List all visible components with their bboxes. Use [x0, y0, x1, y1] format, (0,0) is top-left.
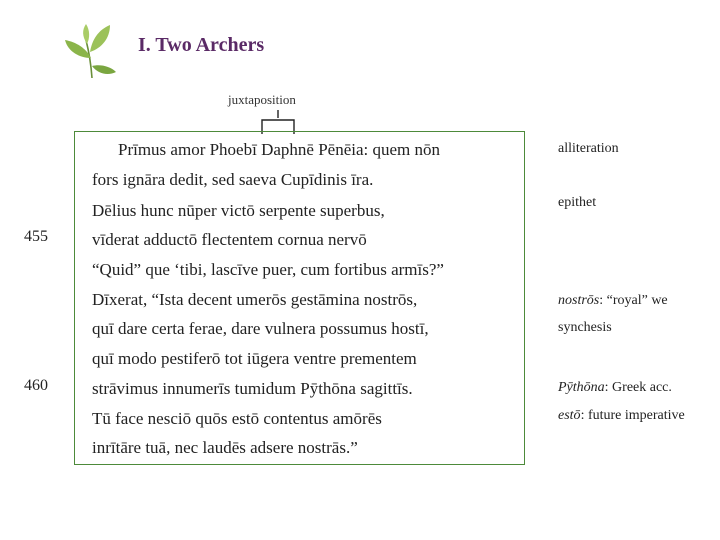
- note-synchesis: synchesis: [558, 320, 612, 335]
- note-nostros: [558, 293, 668, 309]
- note-python-gloss: : Greek acc.: [604, 380, 672, 395]
- line-number-460: 460: [24, 377, 48, 394]
- note-epithet: epithet: [558, 195, 597, 210]
- note-python: [558, 380, 672, 396]
- note-nostros-term: nostrōs: [558, 293, 600, 308]
- line-number-455: 455: [24, 228, 48, 245]
- poem-line-7: quī dare certa ferae, dare vulnera possumus hostī,: [92, 319, 429, 338]
- note-esto-gloss: : future imperative: [580, 408, 685, 423]
- poem-line-3: Dēlius hunc nūper victō serpente superbus,: [92, 201, 385, 220]
- note-esto-term: estō: [558, 408, 581, 423]
- leaf-sprig-icon: [62, 22, 120, 80]
- poem-line-9: strāvimus innumerīs tumidum Pӯthōna sagittīs.: [92, 379, 413, 398]
- poem-line-2: fors ignāra dedit, sed saeva Cupīdinis īra.: [92, 170, 374, 189]
- note-esto: [558, 408, 685, 424]
- poem-line-1: Prīmus amor Phoebī Daphnē Pēnēia: quem nōn: [118, 140, 441, 159]
- annotation-juxtaposition: juxtaposition: [228, 92, 296, 107]
- poem-line-4: vīderat adductō flectentem cornua nervō: [92, 230, 367, 249]
- note-python-term: Pӯthōna: [558, 380, 605, 395]
- poem-line-8: quī modo pestiferō tot iūgera ventre prementem: [92, 349, 417, 368]
- note-alliteration: alliteration: [558, 141, 619, 156]
- poem-line-6: Dīxerat, “Ista decent umerōs gestāmina nostrōs,: [92, 290, 418, 309]
- page-title: I. Two Archers: [138, 34, 265, 56]
- poem-line-5: “Quid” que ‘tibi, lascīve puer, cum fortibus armīs?”: [92, 260, 444, 279]
- poem-line-10: Tū face nesciō quōs estō contentus amōrēs: [92, 409, 382, 428]
- note-nostros-gloss: : “royal” we: [599, 293, 668, 308]
- poem-line-11: inrītāre tuā, nec laudēs adsere nostrās.”: [92, 438, 358, 457]
